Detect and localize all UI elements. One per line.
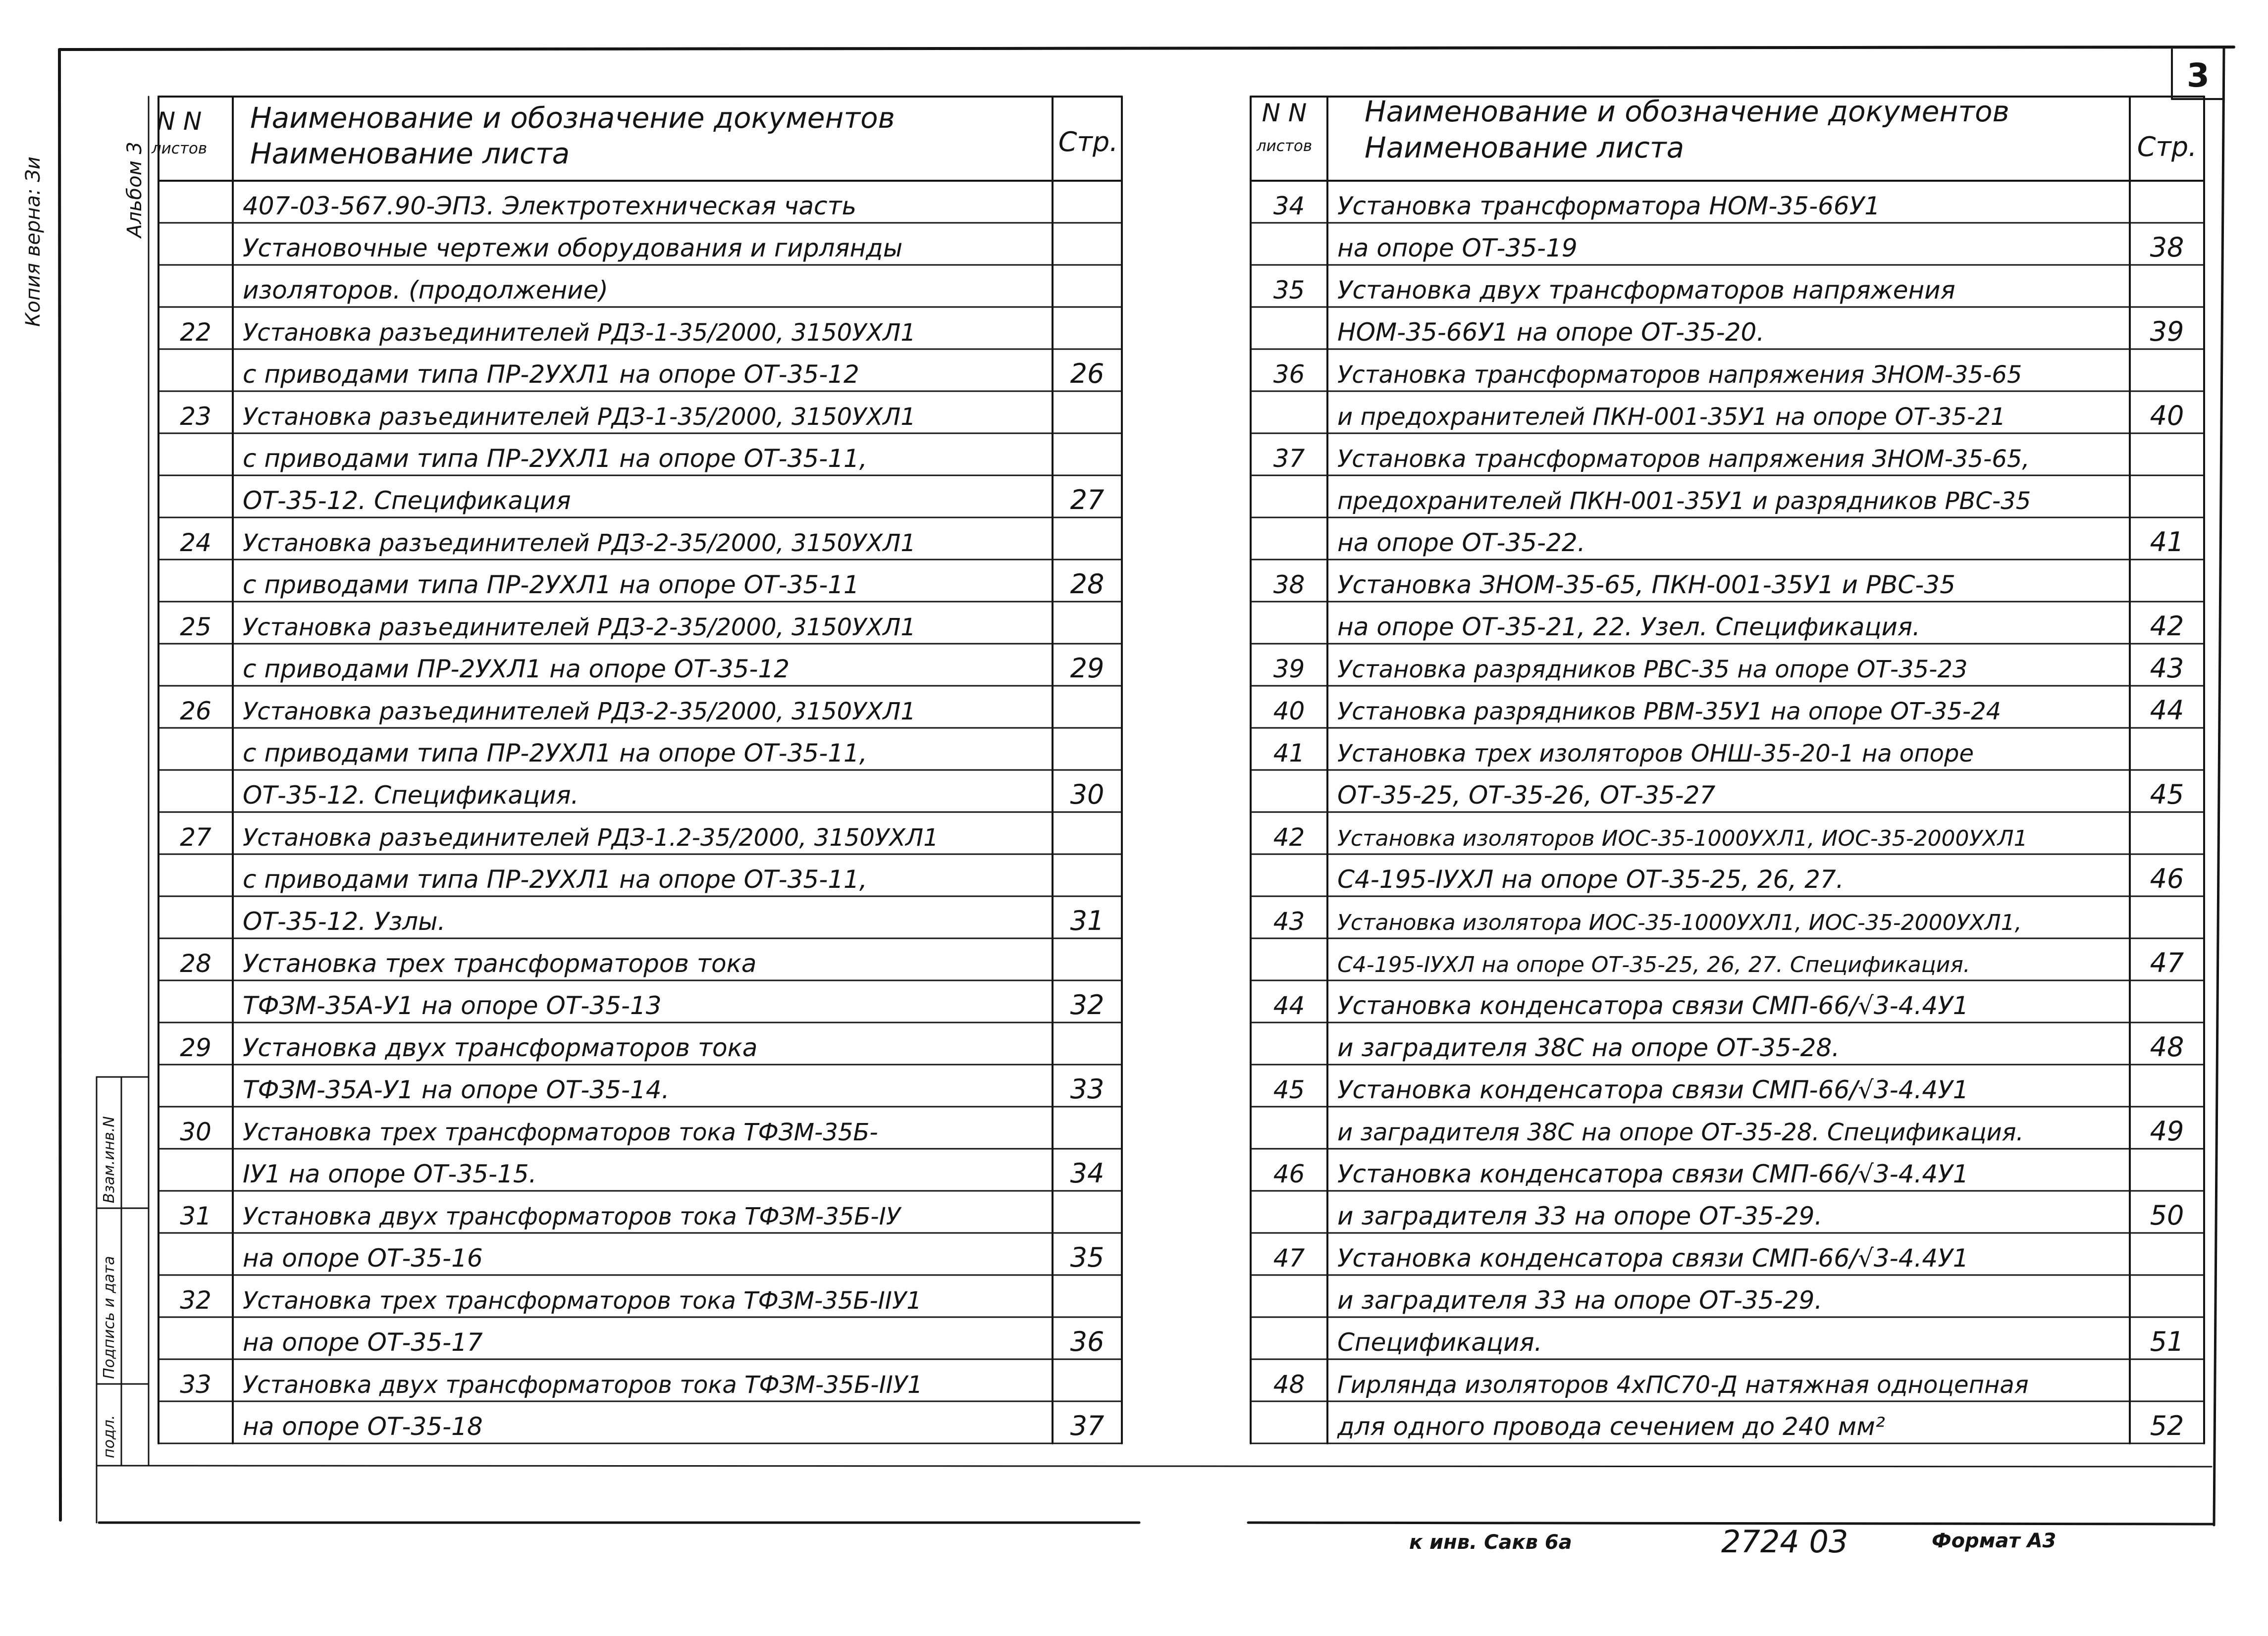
frame-top <box>59 47 2234 50</box>
right-header-nn-sub: листов <box>1256 137 1313 155</box>
row-page: 46 <box>2150 863 2184 894</box>
row-number: 32 <box>180 1286 211 1315</box>
frame-left <box>59 50 60 1520</box>
row-title: Установка ЗНОМ-35-65, ПКН-001-35У1 и РВС-35 <box>1337 570 1955 599</box>
bottom-number: 2724 03 <box>1721 1524 1848 1560</box>
row-title: Установка трансформаторов напряжения ЗНОМ-35-65, <box>1337 445 2030 473</box>
bottom-note: к инв. Сакв 6а <box>1409 1531 1572 1554</box>
row-title: Установка двух трансформаторов напряжения <box>1337 276 1955 305</box>
row-title: Гирлянда изоляторов 4хПС70-Д натяжная одноцепная <box>1337 1371 2029 1399</box>
frame-right <box>2214 47 2224 1525</box>
row-page: 38 <box>2150 232 2184 263</box>
row-number: 29 <box>180 1033 211 1062</box>
copy-note: Копия верна: Зи <box>22 156 45 327</box>
row-number: 25 <box>180 613 211 641</box>
row-number: 38 <box>1273 570 1305 599</box>
row-title: Установка разъединителей РДЗ-2-35/2000, 3150УХЛ1 <box>243 529 916 557</box>
row-page: 51 <box>2150 1326 2184 1357</box>
row-title: Установка трех трансформаторов тока ТФЗМ-35Б- <box>243 1119 878 1146</box>
row-title: и предохранителей ПКН-001-35У1 на опоре ОТ-35-21 <box>1337 403 2006 431</box>
row-page: 32 <box>1070 989 1105 1021</box>
row-number: 31 <box>180 1202 211 1230</box>
right-header-page: Стр. <box>2137 131 2197 162</box>
row-number: 30 <box>180 1118 211 1146</box>
row-title: Установка изолятора ИОС-35-1000УХЛ1, ИОС-35-2000УХЛ1, <box>1337 910 2022 935</box>
row-title: ОТ-35-12. Спецификация <box>243 486 571 515</box>
row-title: Установка изоляторов ИОС-35-1000УХЛ1, ИОС-35-2000УХЛ1 <box>1337 826 2028 851</box>
row-title: Спецификация. <box>1337 1328 1542 1357</box>
row-page: 34 <box>1070 1158 1105 1189</box>
row-page: 39 <box>2150 316 2184 347</box>
row-title: Установка конденсатора связи СМП-66/√3-4.4У1 <box>1337 1075 1969 1104</box>
row-title: на опоре ОТ-35-21, 22. Узел. Спецификация. <box>1337 613 1920 641</box>
row-page: 42 <box>2150 611 2184 642</box>
row-title: Установка разрядников РВС-35 на опоре ОТ-35-23 <box>1337 656 1968 683</box>
row-title: ОТ-35-25, ОТ-35-26, ОТ-35-27 <box>1337 781 1716 810</box>
row-title: с приводами типа ПР-2УХЛ1 на опоре ОТ-35-11 <box>243 570 859 599</box>
row-title: на опоре ОТ-35-17 <box>243 1328 483 1357</box>
row-title: Установка разъединителей РДЗ-1.2-35/2000, 3150УХЛ1 <box>243 824 939 852</box>
row-title: с приводами ПР-2УХЛ1 на опоре ОТ-35-12 <box>243 655 790 683</box>
row-page: 37 <box>1070 1410 1105 1441</box>
row-title: Установочные чертежи оборудования и гирлянды <box>243 234 903 262</box>
inner-bottom-line <box>149 1466 2212 1467</box>
row-number: 48 <box>1273 1370 1305 1399</box>
row-title: и заградителя 38С на опоре ОТ-35-28. Спецификация. <box>1337 1119 2024 1146</box>
bottom-format: Формат А3 <box>1932 1530 2057 1552</box>
row-number: 33 <box>180 1370 211 1399</box>
album-label: Альбом 3 <box>123 142 146 238</box>
row-title: С4-195-IУХЛ на опоре ОТ-35-25, 26, 27. <box>1337 865 1844 894</box>
row-title: с приводами типа ПР-2УХЛ1 на опоре ОТ-35-12 <box>243 360 859 389</box>
row-title: С4-195-IУХЛ на опоре ОТ-35-25, 26, 27. Спецификация. <box>1337 952 1970 977</box>
row-title: предохранителей ПКН-001-35У1 и разрядников РВС-35 <box>1337 487 2031 515</box>
row-title: Установка трансформаторов напряжения ЗНОМ-35-65 <box>1337 361 2022 389</box>
row-page: 45 <box>2150 779 2184 810</box>
row-title: Установка разъединителей РДЗ-2-35/2000, 3150УХЛ1 <box>243 698 916 725</box>
row-title: Установка разъединителей РДЗ-2-35/2000, 3150УХЛ1 <box>243 614 916 641</box>
right-table-rows <box>1273 192 2184 1441</box>
row-page: 49 <box>2150 1116 2184 1147</box>
left-header-nn: N N <box>157 107 202 136</box>
row-title: и заградителя 33 на опоре ОТ-35-29. <box>1337 1202 1823 1230</box>
sheet-number: 3 <box>2187 56 2210 95</box>
row-number: 26 <box>180 697 211 725</box>
row-page: 50 <box>2150 1200 2184 1231</box>
row-page: 27 <box>1070 484 1105 515</box>
row-number: 39 <box>1273 655 1305 683</box>
row-title: 407-03-567.90-ЭП3. Электротехническая часть <box>243 192 857 220</box>
row-title: на опоре ОТ-35-22. <box>1337 528 1585 557</box>
row-title: Установка разъединителей РДЗ-1-35/2000, 3150УХЛ1 <box>243 403 916 431</box>
row-title: изоляторов. (продолжение) <box>243 276 608 305</box>
left-header-title-2: Наименование листа <box>250 137 570 170</box>
right-header-nn: N N <box>1262 99 1307 127</box>
stamp-label-signature: Подпись и дата <box>101 1256 118 1379</box>
row-title: Установка трех изоляторов ОНШ-35-20-1 на опоре <box>1337 740 1974 767</box>
row-number: 37 <box>1273 444 1305 473</box>
row-title: ОТ-35-12. Спецификация. <box>243 781 579 810</box>
row-number: 22 <box>180 318 211 347</box>
row-title: Установка конденсатора связи СМП-66/√3-4.4У1 <box>1337 1160 1969 1188</box>
row-page: 41 <box>2150 526 2184 558</box>
stamp-label-inventory: Взам.инв.N <box>101 1116 118 1203</box>
row-title: Установка конденсатора связи СМП-66/√3-4.4У1 <box>1337 991 1969 1020</box>
row-page: 28 <box>1070 568 1105 600</box>
row-number: 43 <box>1273 907 1305 936</box>
left-header-nn-sub: листов <box>151 140 208 157</box>
row-page: 26 <box>1070 358 1105 389</box>
row-number: 47 <box>1273 1244 1305 1273</box>
row-number: 23 <box>180 402 211 431</box>
row-title: НОМ-35-66У1 на опоре ОТ-35-20. <box>1337 318 1765 347</box>
row-title: и заградителя 38С на опоре ОТ-35-28. <box>1337 1033 1840 1062</box>
row-number: 40 <box>1273 697 1305 725</box>
row-page: 52 <box>2150 1410 2184 1441</box>
row-page: 40 <box>2150 400 2184 431</box>
row-page: 35 <box>1070 1242 1105 1273</box>
row-title: Установка двух трансформаторов тока <box>243 1033 758 1062</box>
row-page: 30 <box>1070 779 1105 810</box>
row-title: Установка трех трансформаторов тока <box>243 949 757 978</box>
left-header-title-1: Наименование и обозначение документов <box>250 101 895 135</box>
left-header-page: Стр. <box>1058 126 1118 157</box>
row-page: 33 <box>1070 1074 1105 1105</box>
row-number: 41 <box>1273 739 1305 767</box>
row-title: и заградителя 33 на опоре ОТ-35-29. <box>1337 1286 1823 1315</box>
row-title: IУ1 на опоре ОТ-35-15. <box>243 1160 537 1188</box>
row-number: 35 <box>1273 276 1305 305</box>
row-number: 42 <box>1273 823 1305 852</box>
row-page: 44 <box>2150 695 2184 726</box>
row-page: 36 <box>1070 1326 1105 1357</box>
right-header-title-2: Наименование листа <box>1365 131 1685 164</box>
row-title: ТФЗМ-35А-У1 на опоре ОТ-35-13 <box>243 991 662 1020</box>
row-page: 48 <box>2150 1031 2184 1063</box>
row-title: Установка двух трансформаторов тока ТФЗМ-35Б-IIУ1 <box>243 1371 923 1399</box>
row-number: 24 <box>180 528 211 557</box>
row-title: для одного провода сечением до 240 мм² <box>1337 1412 1885 1441</box>
row-title: Установка трех трансформаторов тока ТФЗМ-35Б-IIУ1 <box>243 1287 922 1315</box>
row-page: 31 <box>1070 905 1105 936</box>
row-title: на опоре ОТ-35-19 <box>1337 234 1578 262</box>
row-number: 27 <box>180 823 211 852</box>
row-number: 44 <box>1273 991 1305 1020</box>
row-title: Установка двух трансформаторов тока ТФЗМ-35Б-IУ <box>243 1203 900 1230</box>
row-page: 29 <box>1070 653 1105 684</box>
row-page: 43 <box>2150 653 2184 684</box>
right-header-title-1: Наименование и обозначение документов <box>1365 95 2009 128</box>
row-title: Установка конденсатора связи СМП-66/√3-4.4У1 <box>1337 1244 1969 1273</box>
row-title: с приводами типа ПР-2УХЛ1 на опоре ОТ-35-11, <box>243 865 867 894</box>
row-title: на опоре ОТ-35-16 <box>243 1244 483 1273</box>
row-number: 34 <box>1273 192 1305 220</box>
row-number: 28 <box>180 949 211 978</box>
stamp-label-original: подл. <box>101 1415 118 1458</box>
row-title: Установка разъединителей РДЗ-1-35/2000, 3150УХЛ1 <box>243 319 916 347</box>
row-number: 36 <box>1273 360 1305 389</box>
row-title: Установка трансформатора НОМ-35-66У1 <box>1337 192 1881 220</box>
left-table-rows <box>180 192 1104 1441</box>
row-title: на опоре ОТ-35-18 <box>243 1412 483 1441</box>
row-title: Установка разрядников РВМ-35У1 на опоре ОТ-35-24 <box>1337 698 2002 725</box>
row-number: 46 <box>1273 1160 1305 1188</box>
row-title: ОТ-35-12. Узлы. <box>243 907 446 936</box>
row-title: с приводами типа ПР-2УХЛ1 на опоре ОТ-35-11, <box>243 444 867 473</box>
row-page: 47 <box>2150 947 2184 978</box>
row-number: 45 <box>1273 1075 1305 1104</box>
row-title: с приводами типа ПР-2УХЛ1 на опоре ОТ-35-11, <box>243 739 867 767</box>
row-title: ТФЗМ-35А-У1 на опоре ОТ-35-14. <box>243 1075 670 1104</box>
